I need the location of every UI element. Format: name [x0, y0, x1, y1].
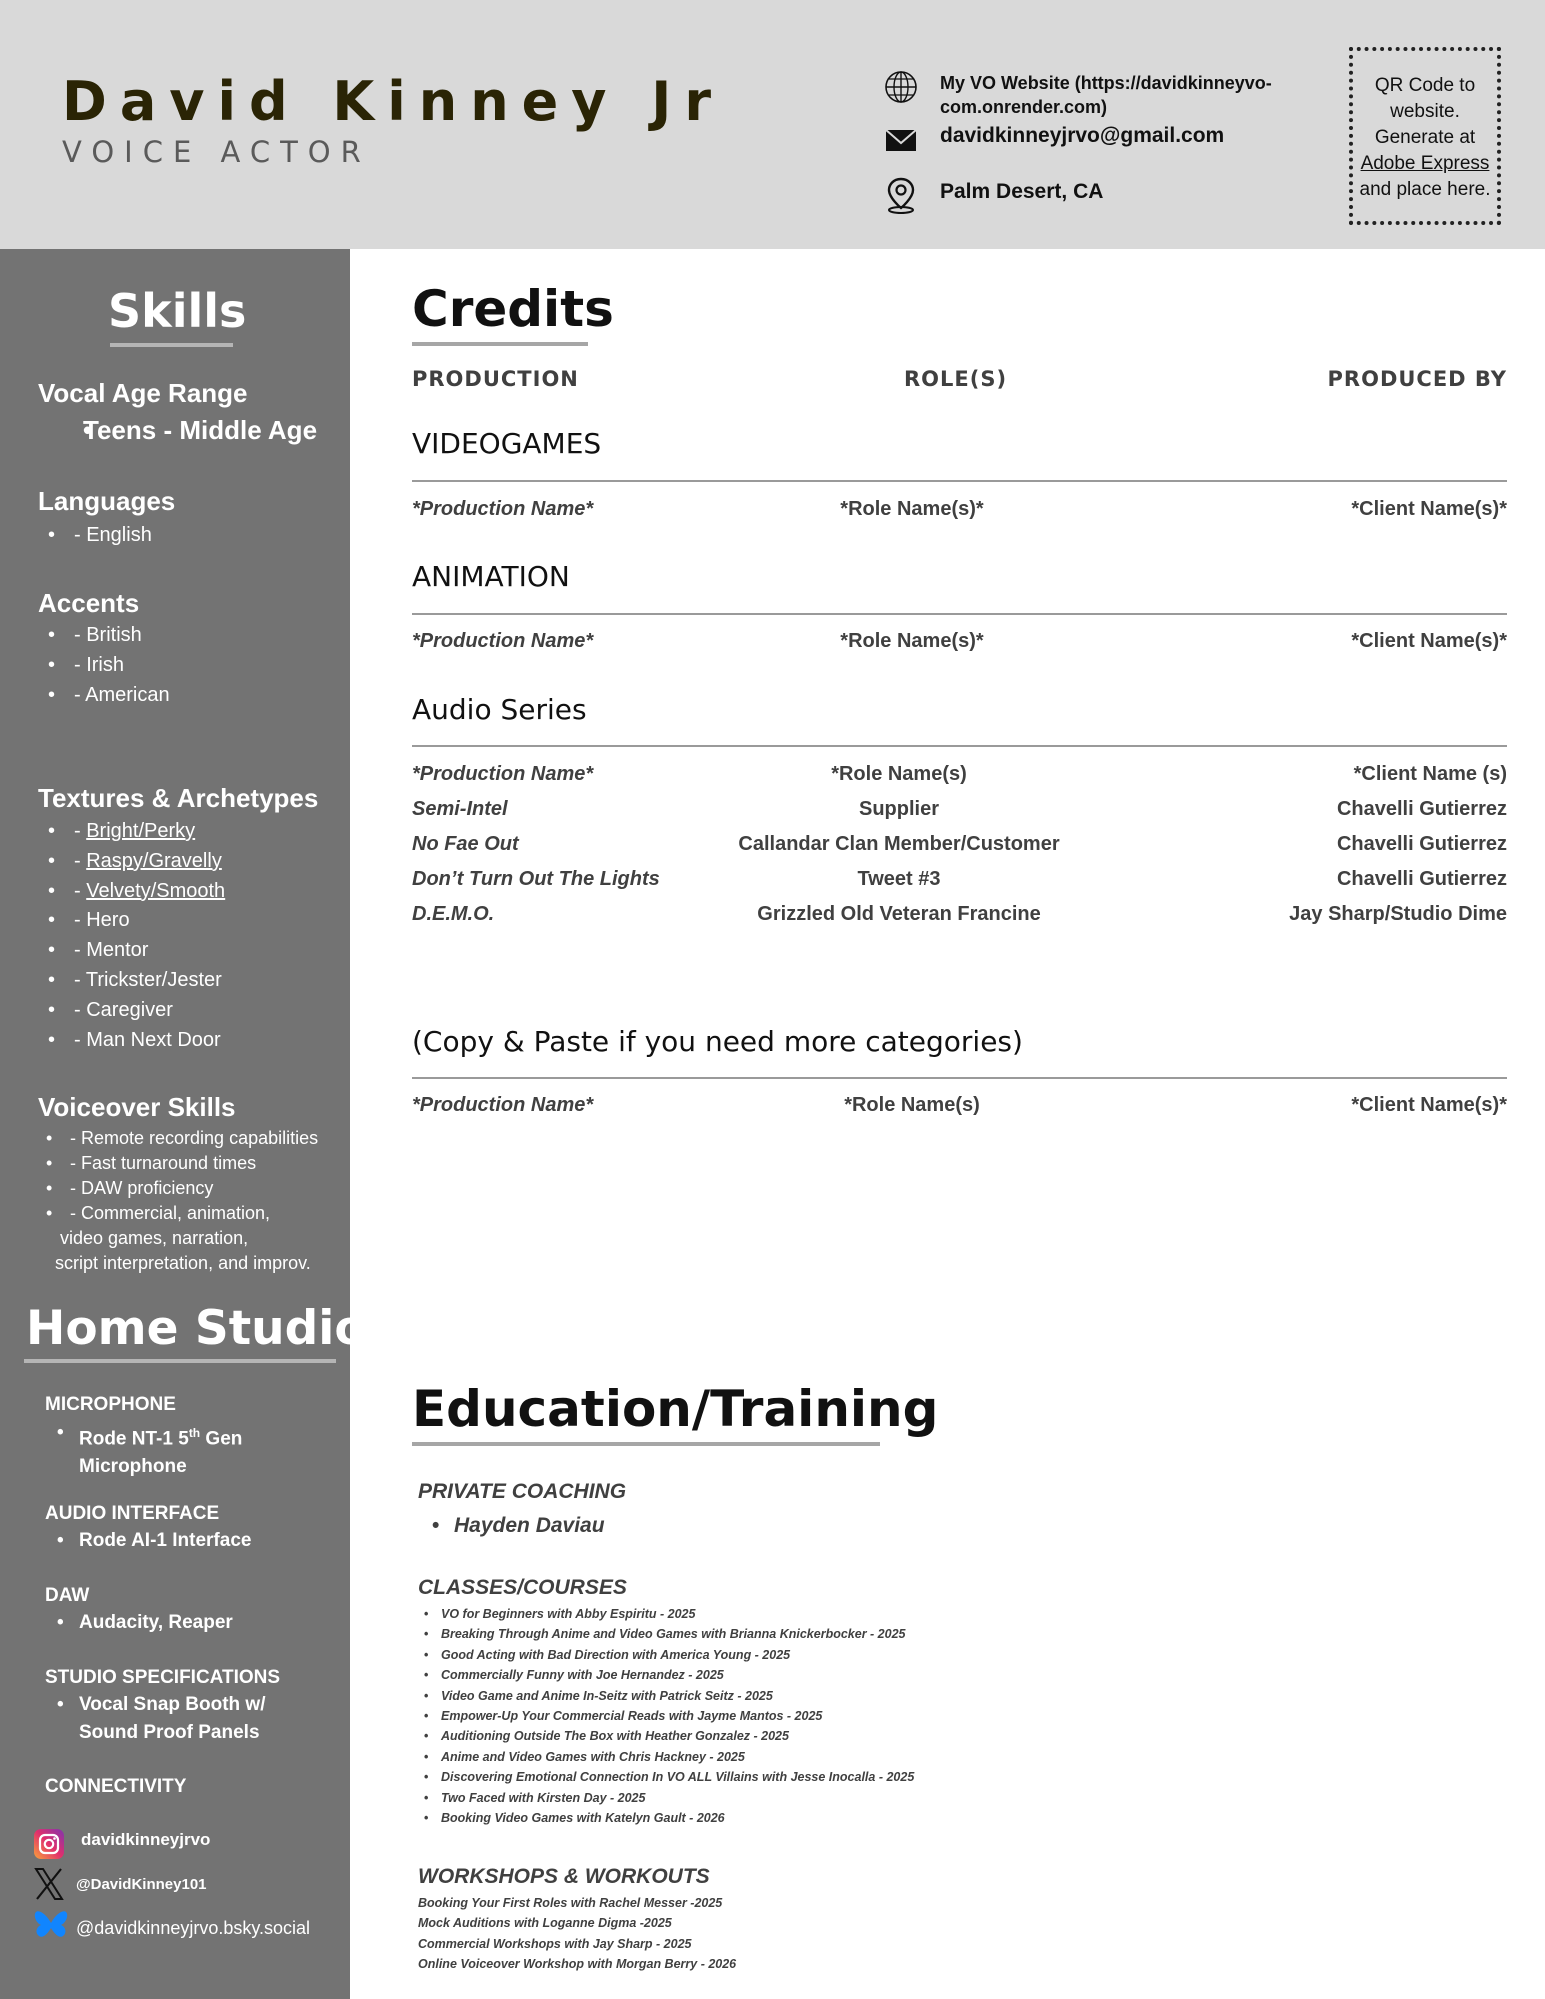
- list-item: • - Mentor: [38, 936, 225, 966]
- voiceover-skills-list: [38, 1126, 318, 1226]
- bluesky-icon[interactable]: [33, 1909, 69, 1941]
- column-roles: ROLE(S): [904, 367, 1008, 391]
- microphone-label: MICROPHONE: [45, 1394, 176, 1415]
- production-cell: Don’t Turn Out The Lights: [412, 868, 660, 890]
- workshop-item: Online Voiceover Workshop with Morgan Berry - 2026: [418, 1957, 737, 1971]
- list-item: • Vocal Snap Booth w/: [45, 1691, 266, 1719]
- production-cell: *Production Name*: [412, 1094, 594, 1116]
- specs-label: STUDIO SPECIFICATIONS: [45, 1667, 281, 1688]
- voiceover-continuation: video games, narration,: [60, 1228, 249, 1248]
- category-heading: VIDEOGAMES: [412, 427, 602, 460]
- website-line-1: My VO Website (https://davidkinneyvo-: [940, 73, 1272, 93]
- credit-row: [412, 868, 1507, 898]
- column-produced-by: PRODUCED BY: [1327, 367, 1507, 391]
- job-title: VOICE ACTOR: [62, 135, 371, 169]
- role-text: *Role Name(s)*: [840, 498, 984, 520]
- envelope-icon: [884, 126, 918, 154]
- category-heading: ANIMATION: [412, 560, 570, 593]
- mic-text: Rode NT-1 5: [79, 1428, 189, 1450]
- list-item: • - Fast turnaround times: [38, 1151, 318, 1176]
- role-cell: [757, 903, 1041, 926]
- production-cell: No Fae Out: [412, 833, 519, 855]
- list-item: • Hayden Daviau: [432, 1512, 605, 1540]
- list-item: • Teens - Middle Age: [52, 413, 317, 447]
- list-item-continuation: [45, 1453, 242, 1481]
- map-pin-icon: [884, 176, 918, 214]
- microphone-list: [45, 1419, 242, 1481]
- home-studio-divider: [24, 1359, 336, 1363]
- person-name: David Kinney Jr: [62, 70, 725, 133]
- instagram-icon[interactable]: [33, 1828, 65, 1860]
- role-cell: [812, 498, 1012, 521]
- list-item: • VO for Beginners with Abby Espiritu - 2025: [418, 1604, 914, 1624]
- list-item: [38, 877, 225, 907]
- email-link[interactable]: davidkinneyjrvo@gmail.com: [940, 124, 1225, 147]
- role-text: Grizzled Old Veteran Francine: [757, 903, 1041, 925]
- list-item: • Video Game and Anime In-Seitz with Patrick Seitz - 2025: [418, 1686, 914, 1706]
- daw-list: [45, 1609, 233, 1637]
- x-handle[interactable]: @DavidKinney101: [76, 1876, 207, 1893]
- list-item: • Breaking Through Anime and Video Games with Brianna Knickerbocker - 2025: [418, 1624, 914, 1644]
- client-cell: Jay Sharp/Studio Dime: [1289, 903, 1507, 925]
- accents-heading: Accents: [38, 588, 140, 618]
- private-coaching-list: [432, 1512, 605, 1540]
- category-divider: [412, 613, 1507, 615]
- location-text: Palm Desert, CA: [940, 180, 1104, 203]
- role-text: Supplier: [858, 798, 939, 820]
- globe-icon: [884, 70, 918, 104]
- list-item: • Auditioning Outside The Box with Heather Gonzalez - 2025: [418, 1726, 914, 1746]
- texture-link[interactable]: Bright/Perky: [86, 820, 196, 842]
- voiceover-continuation: script interpretation, and improv.: [55, 1253, 311, 1273]
- production-cell: *Production Name*: [412, 763, 594, 785]
- list-item: • Empower-Up Your Commercial Reads with Jayme Mantos - 2025: [418, 1706, 914, 1726]
- category-divider: [412, 480, 1507, 482]
- role-cell: [799, 798, 999, 821]
- credits-heading: Credits: [412, 280, 614, 338]
- category-divider: [412, 745, 1507, 747]
- list-item: • - American: [38, 681, 170, 711]
- list-item: • - DAW proficiency: [38, 1176, 318, 1201]
- credit-row: [412, 763, 1507, 793]
- interface-list: [45, 1527, 251, 1555]
- list-item: • - Trickster/Jester: [38, 966, 225, 996]
- website-link[interactable]: [940, 71, 1272, 119]
- textures-list: [38, 817, 225, 1055]
- credit-row: [412, 798, 1507, 828]
- qr-line: website.: [1390, 101, 1460, 122]
- qr-line: Generate at: [1374, 127, 1476, 148]
- list-item: [38, 817, 225, 847]
- client-cell: *Client Name(s)*: [1351, 1094, 1507, 1116]
- production-cell: *Production Name*: [412, 630, 594, 652]
- languages-list: [38, 521, 152, 551]
- classes-heading: CLASSES/COURSES: [418, 1576, 627, 1599]
- role-cell: [799, 868, 999, 891]
- credit-row: [412, 630, 1507, 660]
- list-item-continuation: Sound Proof Panels: [79, 1722, 260, 1743]
- header: [0, 0, 1545, 249]
- client-cell: Chavelli Gutierrez: [1336, 798, 1507, 820]
- x-icon[interactable]: [33, 1866, 65, 1902]
- list-item: • - Hero: [38, 906, 225, 936]
- category-heading: (Copy & Paste if you need more categories): [412, 1025, 1023, 1058]
- list-item: • - Irish: [38, 651, 170, 681]
- specs-list: [45, 1691, 266, 1747]
- qr-code-placeholder: [1349, 47, 1501, 225]
- qr-line: and place here.: [1359, 179, 1491, 200]
- dash: -: [74, 820, 87, 842]
- workshops-heading: WORKSHOPS & WORKOUTS: [418, 1865, 710, 1888]
- role-text: *Role Name(s): [831, 763, 967, 785]
- home-studio-heading: Home Studio: [26, 1301, 367, 1356]
- dash: -: [74, 879, 87, 902]
- connectivity-label: CONNECTIVITY: [45, 1776, 187, 1797]
- interface-label: AUDIO INTERFACE: [45, 1503, 220, 1524]
- workshop-item: Booking Your First Roles with Rachel Messer -2025: [418, 1896, 723, 1910]
- role-text: *Role Name(s)*: [840, 630, 984, 652]
- texture-link[interactable]: Velvety/Smooth: [86, 879, 226, 902]
- website-line-2: com.onrender.com): [940, 97, 1108, 117]
- list-item: • - British: [38, 621, 170, 651]
- role-cell: [812, 630, 1012, 653]
- skills-heading: Skills: [108, 284, 247, 338]
- textures-heading: Textures & Archetypes: [38, 783, 319, 813]
- category-heading: Audio Series: [412, 693, 587, 726]
- vocal-age-list: [52, 413, 317, 447]
- list-item: • - Commercial, animation,: [38, 1201, 318, 1226]
- list-item: [45, 1419, 242, 1453]
- list-item: • Discovering Emotional Connection In VO ALL Villains with Jesse Inocalla - 2025: [418, 1767, 914, 1787]
- texture-link[interactable]: Raspy/Gravelly: [86, 849, 222, 872]
- client-cell: *Client Name (s): [1353, 763, 1507, 785]
- role-text: Callandar Clan Member/Customer: [738, 833, 1060, 855]
- role-text: *Role Name(s): [844, 1094, 980, 1116]
- role-cell: [812, 1094, 1012, 1117]
- workshop-item: Commercial Workshops with Jay Sharp - 2025: [418, 1937, 692, 1951]
- skills-divider: [110, 343, 233, 347]
- list-item: • Commercially Funny with Joe Hernandez - 2025: [418, 1665, 914, 1685]
- credit-row: [412, 1094, 1507, 1124]
- adobe-express-link[interactable]: Adobe Express: [1360, 153, 1490, 174]
- list-item: • - Caregiver: [38, 996, 225, 1026]
- production-cell: Semi-Intel: [412, 798, 508, 820]
- dash: -: [74, 849, 87, 872]
- vocal-age-heading: Vocal Age Range: [38, 378, 248, 408]
- bluesky-handle[interactable]: @davidkinneyjrvo.bsky.social: [76, 1918, 311, 1938]
- languages-heading: Languages: [38, 486, 176, 516]
- education-divider: [412, 1442, 880, 1446]
- credit-row: [412, 833, 1507, 863]
- list-item: • Booking Video Games with Katelyn Gault - 2026: [418, 1808, 914, 1828]
- list-item: • - Remote recording capabilities: [38, 1126, 318, 1151]
- list-item: • Two Faced with Kirsten Day - 2025: [418, 1788, 914, 1808]
- role-cell: [799, 763, 999, 786]
- credit-row: [412, 903, 1507, 933]
- list-item: [38, 847, 225, 877]
- accents-list: [38, 621, 170, 710]
- client-cell: Chavelli Gutierrez: [1336, 868, 1507, 890]
- client-cell: Chavelli Gutierrez: [1336, 833, 1507, 855]
- list-item: • Rode AI-1 Interface: [45, 1527, 251, 1555]
- client-cell: *Client Name(s)*: [1351, 498, 1507, 520]
- workshop-item: Mock Auditions with Loganne Digma -2025: [418, 1916, 672, 1930]
- daw-label: DAW: [45, 1585, 90, 1606]
- client-cell: *Client Name(s)*: [1351, 630, 1507, 652]
- voiceover-skills-heading: Voiceover Skills: [38, 1092, 236, 1122]
- list-item: • Good Acting with Bad Direction with America Young - 2025: [418, 1645, 914, 1665]
- list-item: • Anime and Video Games with Chris Hackney - 2025: [418, 1747, 914, 1767]
- mic-text: Microphone: [79, 1456, 187, 1478]
- private-coaching-heading: PRIVATE COACHING: [418, 1480, 627, 1503]
- instagram-handle[interactable]: davidkinneyjrvo: [81, 1830, 211, 1849]
- classes-list: [418, 1604, 914, 1828]
- education-heading: Education/Training: [412, 1380, 939, 1438]
- sidebar: [0, 249, 367, 1999]
- role-cell: [738, 833, 1060, 856]
- list-item: • - Man Next Door: [38, 1026, 225, 1056]
- credit-row: [412, 498, 1507, 528]
- category-divider: [412, 1077, 1507, 1079]
- credits-divider: [412, 342, 588, 346]
- role-text: Tweet #3: [857, 868, 941, 890]
- mic-text: Gen: [200, 1428, 243, 1450]
- mic-superscript: th: [188, 1426, 201, 1440]
- production-cell: *Production Name*: [412, 498, 594, 520]
- qr-line: QR Code to: [1374, 75, 1476, 96]
- list-item: • Audacity, Reaper: [45, 1609, 233, 1637]
- list-item: • - English: [38, 521, 152, 551]
- production-cell: D.E.M.O.: [412, 903, 495, 925]
- column-production: PRODUCTION: [412, 367, 579, 391]
